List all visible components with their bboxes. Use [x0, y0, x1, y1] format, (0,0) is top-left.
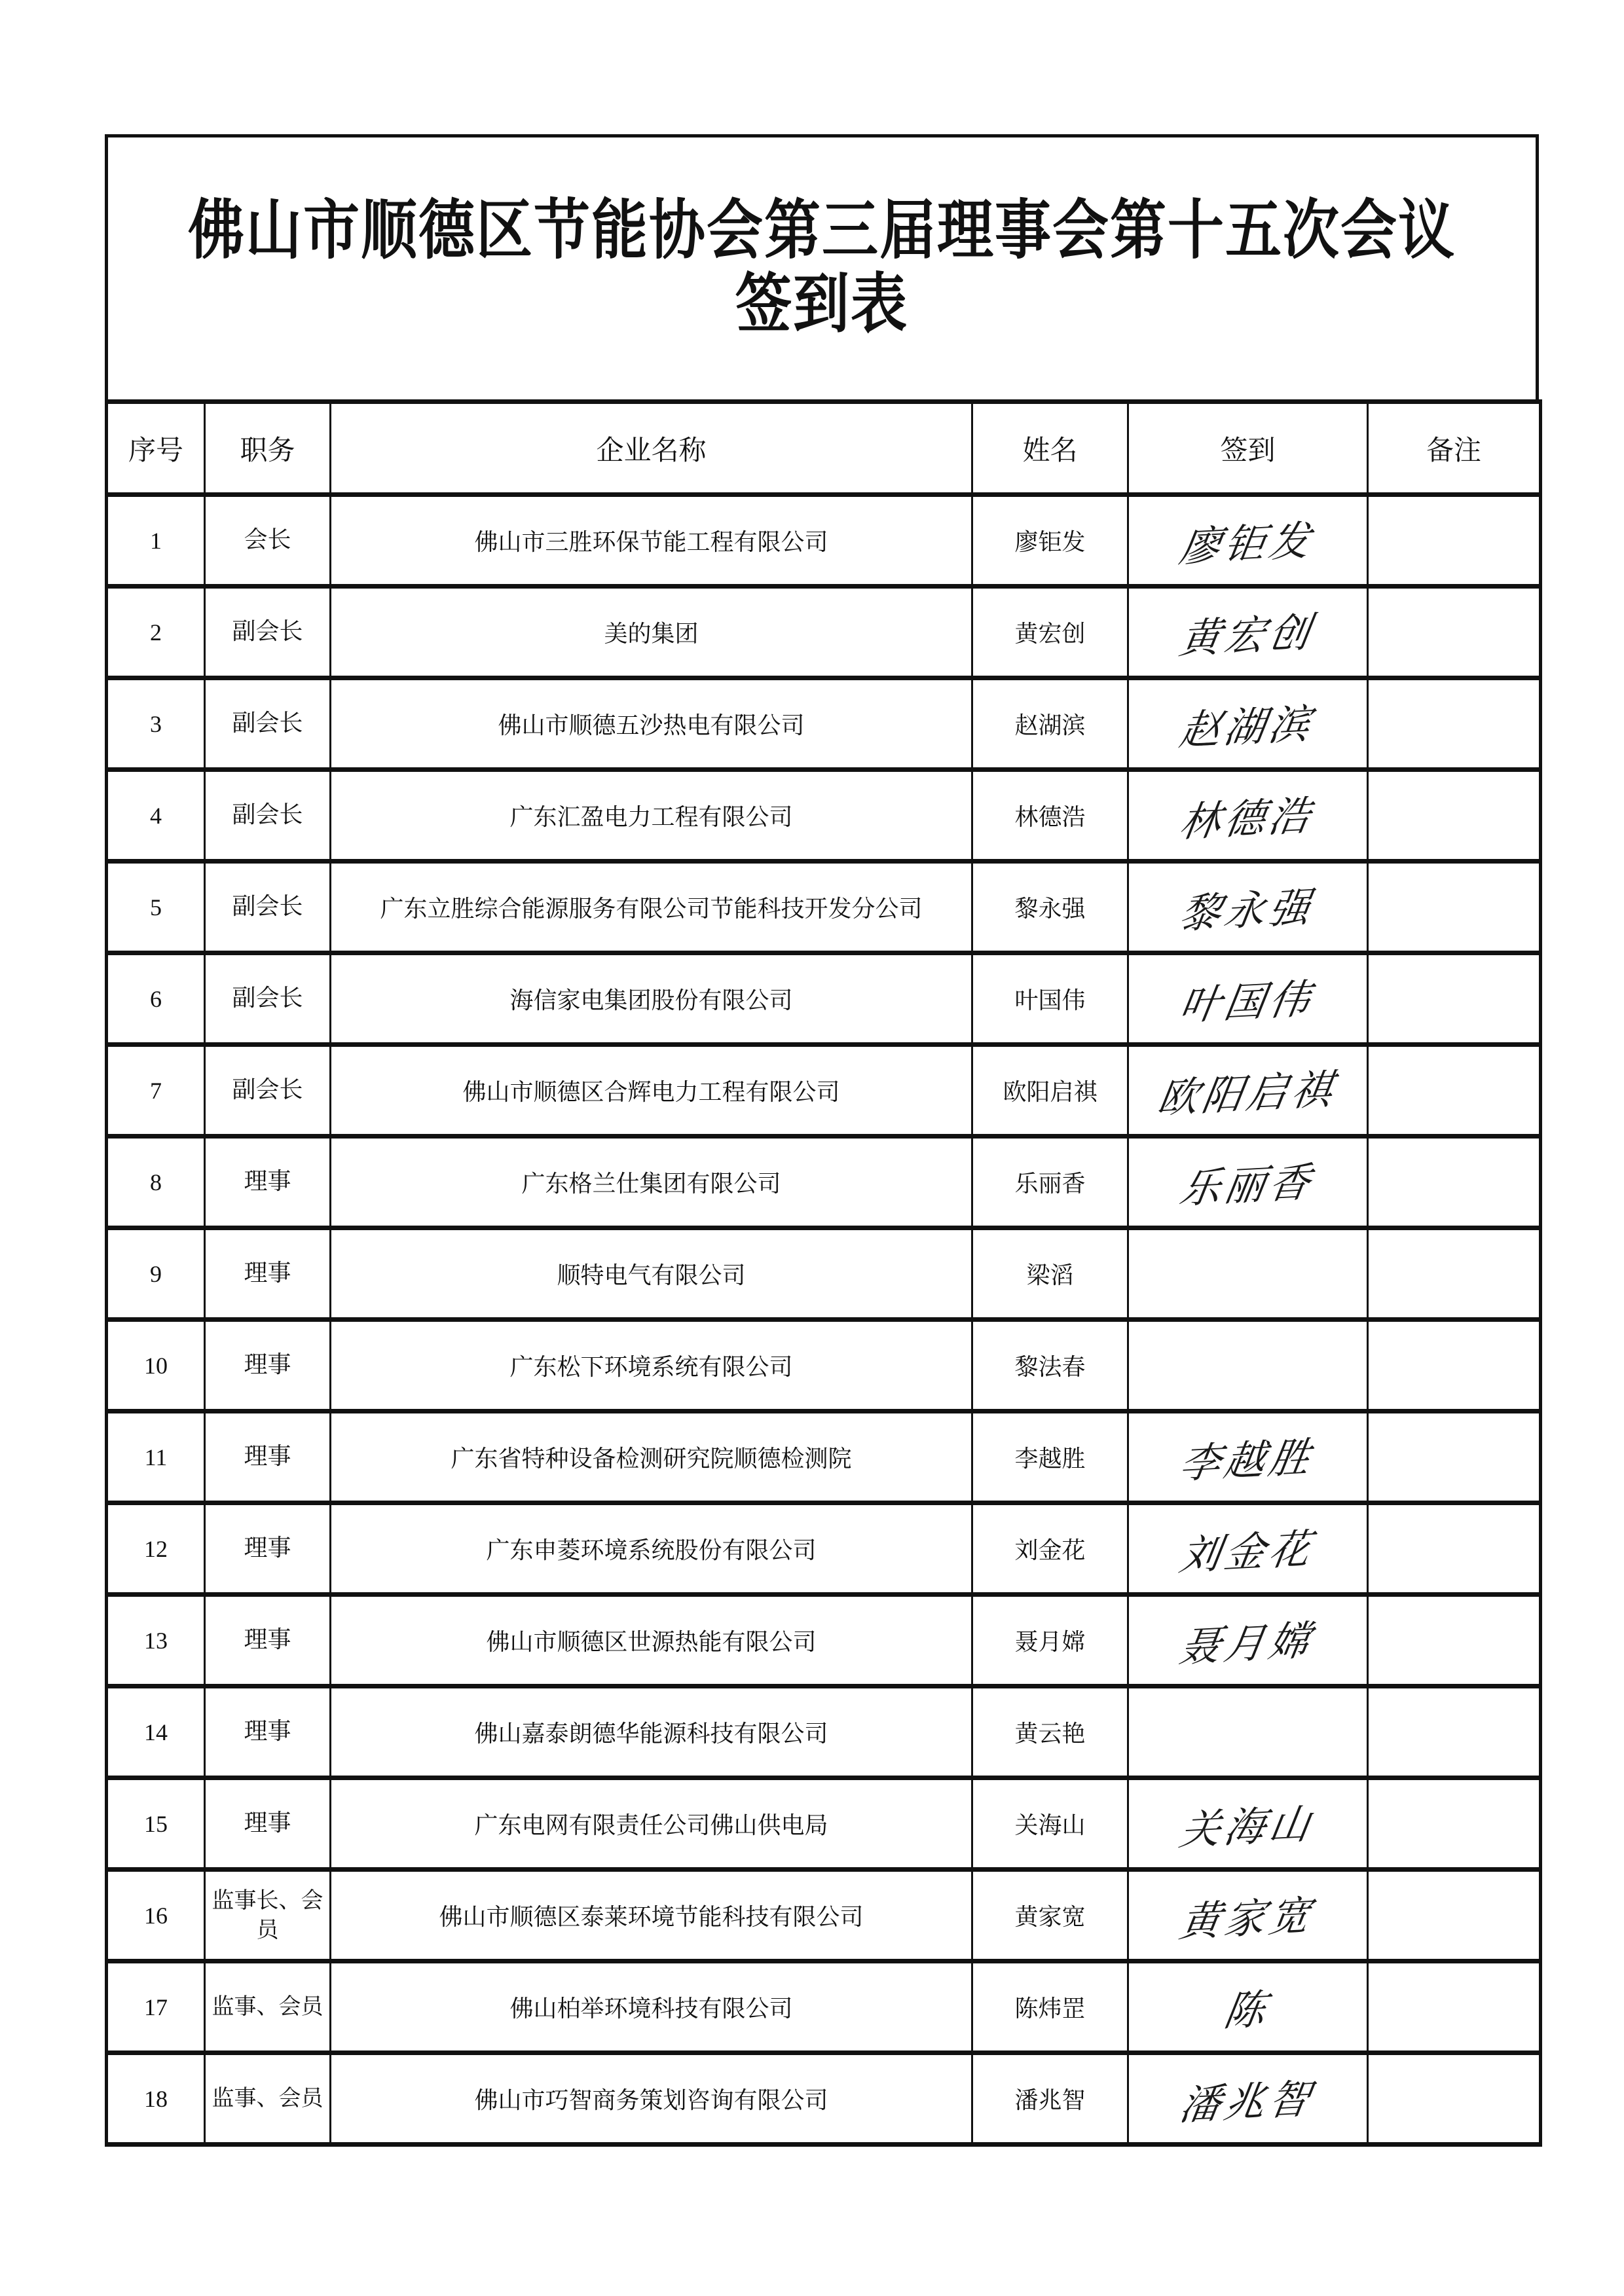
row-number: 5 — [107, 862, 205, 953]
row-number: 1 — [107, 495, 205, 587]
handwritten-signature: 黄宏创 — [1176, 608, 1318, 663]
row-name: 黄宏创 — [972, 587, 1128, 678]
row-name: 陈炜罡 — [972, 1961, 1128, 2053]
row-role: 副会长 — [205, 587, 331, 678]
handwritten-signature: 聂月嫦 — [1176, 1616, 1318, 1671]
row-role: 副会长 — [205, 953, 331, 1045]
row-note[interactable] — [1368, 1595, 1541, 1686]
row-note[interactable] — [1368, 587, 1541, 678]
table-row — [107, 953, 1541, 1045]
row-signature-cell[interactable] — [1128, 770, 1368, 862]
header-company: 企业名称 — [331, 402, 972, 495]
row-signature-cell[interactable] — [1128, 1320, 1368, 1412]
row-company: 佛山市顺德五沙热电有限公司 — [331, 678, 972, 770]
header-note: 备注 — [1368, 402, 1541, 495]
row-role: 监事、会员 — [205, 1961, 331, 2053]
header-role: 职务 — [205, 402, 331, 495]
row-signature-cell[interactable] — [1128, 1228, 1368, 1320]
handwritten-signature: 乐丽香 — [1176, 1157, 1318, 1213]
row-number: 12 — [107, 1503, 205, 1595]
header-no: 序号 — [107, 402, 205, 495]
row-name: 梁滔 — [972, 1228, 1128, 1320]
row-company: 广东省特种设备检测研究院顺德检测院 — [331, 1412, 972, 1503]
row-company: 广东格兰仕集团有限公司 — [331, 1137, 972, 1228]
row-number: 2 — [107, 587, 205, 678]
row-signature-cell[interactable] — [1128, 1503, 1368, 1595]
table-row — [107, 1686, 1541, 1778]
row-name: 廖钜发 — [972, 495, 1128, 587]
row-name: 林德浩 — [972, 770, 1128, 862]
row-role: 理事 — [205, 1686, 331, 1778]
row-company: 佛山市顺德区泰莱环境节能科技有限公司 — [331, 1870, 972, 1961]
row-company: 佛山市顺德区合辉电力工程有限公司 — [331, 1045, 972, 1137]
table-row — [107, 678, 1541, 770]
row-note[interactable] — [1368, 862, 1541, 953]
row-note[interactable] — [1368, 953, 1541, 1045]
row-name: 乐丽香 — [972, 1137, 1128, 1228]
row-company: 佛山市三胜环保节能工程有限公司 — [331, 495, 972, 587]
row-role: 副会长 — [205, 862, 331, 953]
row-note[interactable] — [1368, 678, 1541, 770]
row-company: 广东立胜综合能源服务有限公司节能科技开发分公司 — [331, 862, 972, 953]
row-signature-cell[interactable] — [1128, 1961, 1368, 2053]
row-number: 3 — [107, 678, 205, 770]
row-name: 欧阳启祺 — [972, 1045, 1128, 1137]
row-name: 刘金花 — [972, 1503, 1128, 1595]
handwritten-signature: 潘兆智 — [1176, 2074, 1318, 2130]
row-signature-cell[interactable] — [1128, 2053, 1368, 2145]
row-number: 13 — [107, 1595, 205, 1686]
table-row — [107, 1778, 1541, 1870]
row-note[interactable] — [1368, 1137, 1541, 1228]
row-number: 9 — [107, 1228, 205, 1320]
table-header-row — [107, 402, 1541, 495]
handwritten-signature: 李越胜 — [1176, 1432, 1318, 1488]
row-signature-cell[interactable] — [1128, 953, 1368, 1045]
row-number: 4 — [107, 770, 205, 862]
row-signature-cell[interactable] — [1128, 587, 1368, 678]
table-row — [107, 770, 1541, 862]
row-role: 监事、会员 — [205, 2053, 331, 2145]
row-role: 理事 — [205, 1778, 331, 1870]
row-name: 潘兆智 — [972, 2053, 1128, 2145]
sign-in-sheet — [105, 134, 1539, 2147]
row-role: 副会长 — [205, 1045, 331, 1137]
row-number: 10 — [107, 1320, 205, 1412]
row-name: 黎法春 — [972, 1320, 1128, 1412]
attendance-table — [105, 399, 1542, 2147]
table-row — [107, 1870, 1541, 1961]
table-row — [107, 1503, 1541, 1595]
table-row — [107, 495, 1541, 587]
handwritten-signature: 黄家宽 — [1176, 1891, 1318, 1946]
row-role: 理事 — [205, 1412, 331, 1503]
row-note[interactable] — [1368, 1686, 1541, 1778]
handwritten-signature: 黎永强 — [1176, 883, 1318, 938]
row-company: 广东申菱环境系统股份有限公司 — [331, 1503, 972, 1595]
row-number: 7 — [107, 1045, 205, 1137]
row-company: 佛山柏举环境科技有限公司 — [331, 1961, 972, 2053]
table-row — [107, 587, 1541, 678]
row-number: 6 — [107, 953, 205, 1045]
row-number: 18 — [107, 2053, 205, 2145]
row-note[interactable] — [1368, 1045, 1541, 1137]
table-row — [107, 1228, 1541, 1320]
row-note[interactable] — [1368, 1961, 1541, 2053]
row-signature-cell[interactable] — [1128, 1595, 1368, 1686]
table-row — [107, 1412, 1541, 1503]
row-company: 美的集团 — [331, 587, 972, 678]
row-name: 李越胜 — [972, 1412, 1128, 1503]
row-role: 会长 — [205, 495, 331, 587]
row-name: 黄云艳 — [972, 1686, 1128, 1778]
handwritten-signature: 关海山 — [1176, 1799, 1318, 1855]
row-number: 14 — [107, 1686, 205, 1778]
row-role: 副会长 — [205, 678, 331, 770]
row-signature-cell[interactable] — [1128, 1045, 1368, 1137]
handwritten-signature: 林德浩 — [1176, 791, 1318, 847]
row-note[interactable] — [1368, 1503, 1541, 1595]
row-signature-cell[interactable] — [1128, 678, 1368, 770]
row-role: 理事 — [205, 1228, 331, 1320]
row-role: 理事 — [205, 1503, 331, 1595]
title-box — [105, 134, 1539, 399]
row-name: 赵湖滨 — [972, 678, 1128, 770]
row-signature-cell[interactable] — [1128, 1412, 1368, 1503]
row-name: 黎永强 — [972, 862, 1128, 953]
row-number: 17 — [107, 1961, 205, 2053]
row-company: 广东电网有限责任公司佛山供电局 — [331, 1778, 972, 1870]
row-number: 16 — [107, 1870, 205, 1961]
row-number: 11 — [107, 1412, 205, 1503]
row-name: 关海山 — [972, 1778, 1128, 1870]
row-note[interactable] — [1368, 770, 1541, 862]
row-note[interactable] — [1368, 1320, 1541, 1412]
handwritten-signature: 刘金花 — [1176, 1524, 1318, 1580]
row-name: 黄家宽 — [972, 1870, 1128, 1961]
row-role: 监事长、会员 — [205, 1870, 331, 1961]
row-name: 叶国伟 — [972, 953, 1128, 1045]
row-signature-cell[interactable] — [1128, 1686, 1368, 1778]
table-row — [107, 1320, 1541, 1412]
row-role: 副会长 — [205, 770, 331, 862]
row-company: 佛山嘉泰朗德华能源科技有限公司 — [331, 1686, 972, 1778]
header-name: 姓名 — [972, 402, 1128, 495]
row-signature-cell[interactable] — [1128, 1870, 1368, 1961]
handwritten-signature: 廖钜发 — [1176, 516, 1318, 572]
row-name: 聂月嫦 — [972, 1595, 1128, 1686]
table-row — [107, 2053, 1541, 2145]
document-subtitle: 签到表 — [735, 266, 908, 342]
row-company: 广东汇盈电力工程有限公司 — [331, 770, 972, 862]
row-note[interactable] — [1368, 2053, 1541, 2145]
handwritten-signature: 叶国伟 — [1176, 974, 1318, 1030]
row-role: 理事 — [205, 1137, 331, 1228]
table-row — [107, 1137, 1541, 1228]
header-signature: 签到 — [1128, 402, 1368, 495]
row-note[interactable] — [1368, 1870, 1541, 1961]
row-number: 8 — [107, 1137, 205, 1228]
row-note[interactable] — [1368, 1228, 1541, 1320]
table-row — [107, 1961, 1541, 2053]
row-signature-cell[interactable] — [1128, 1137, 1368, 1228]
row-signature-cell[interactable] — [1128, 862, 1368, 953]
row-role: 理事 — [205, 1320, 331, 1412]
row-note[interactable] — [1368, 495, 1541, 587]
row-company: 佛山市顺德区世源热能有限公司 — [331, 1595, 972, 1686]
row-company: 海信家电集团股份有限公司 — [331, 953, 972, 1045]
handwritten-signature: 赵湖滨 — [1176, 699, 1318, 755]
row-number: 15 — [107, 1778, 205, 1870]
row-signature-cell[interactable] — [1128, 495, 1368, 587]
table-row — [107, 1045, 1541, 1137]
handwritten-signature: 欧阳启祺 — [1154, 1065, 1340, 1123]
row-company: 广东松下环境系统有限公司 — [331, 1320, 972, 1412]
row-role: 理事 — [205, 1595, 331, 1686]
row-note[interactable] — [1368, 1778, 1541, 1870]
row-signature-cell[interactable] — [1128, 1778, 1368, 1870]
row-note[interactable] — [1368, 1412, 1541, 1503]
handwritten-signature: 陈 — [1221, 1984, 1274, 2036]
table-row — [107, 1595, 1541, 1686]
document-title: 佛山市顺德区节能协会第三届理事会第十五次会议 — [188, 192, 1456, 268]
table-row — [107, 862, 1541, 953]
row-company: 佛山市巧智商务策划咨询有限公司 — [331, 2053, 972, 2145]
row-company: 顺特电气有限公司 — [331, 1228, 972, 1320]
